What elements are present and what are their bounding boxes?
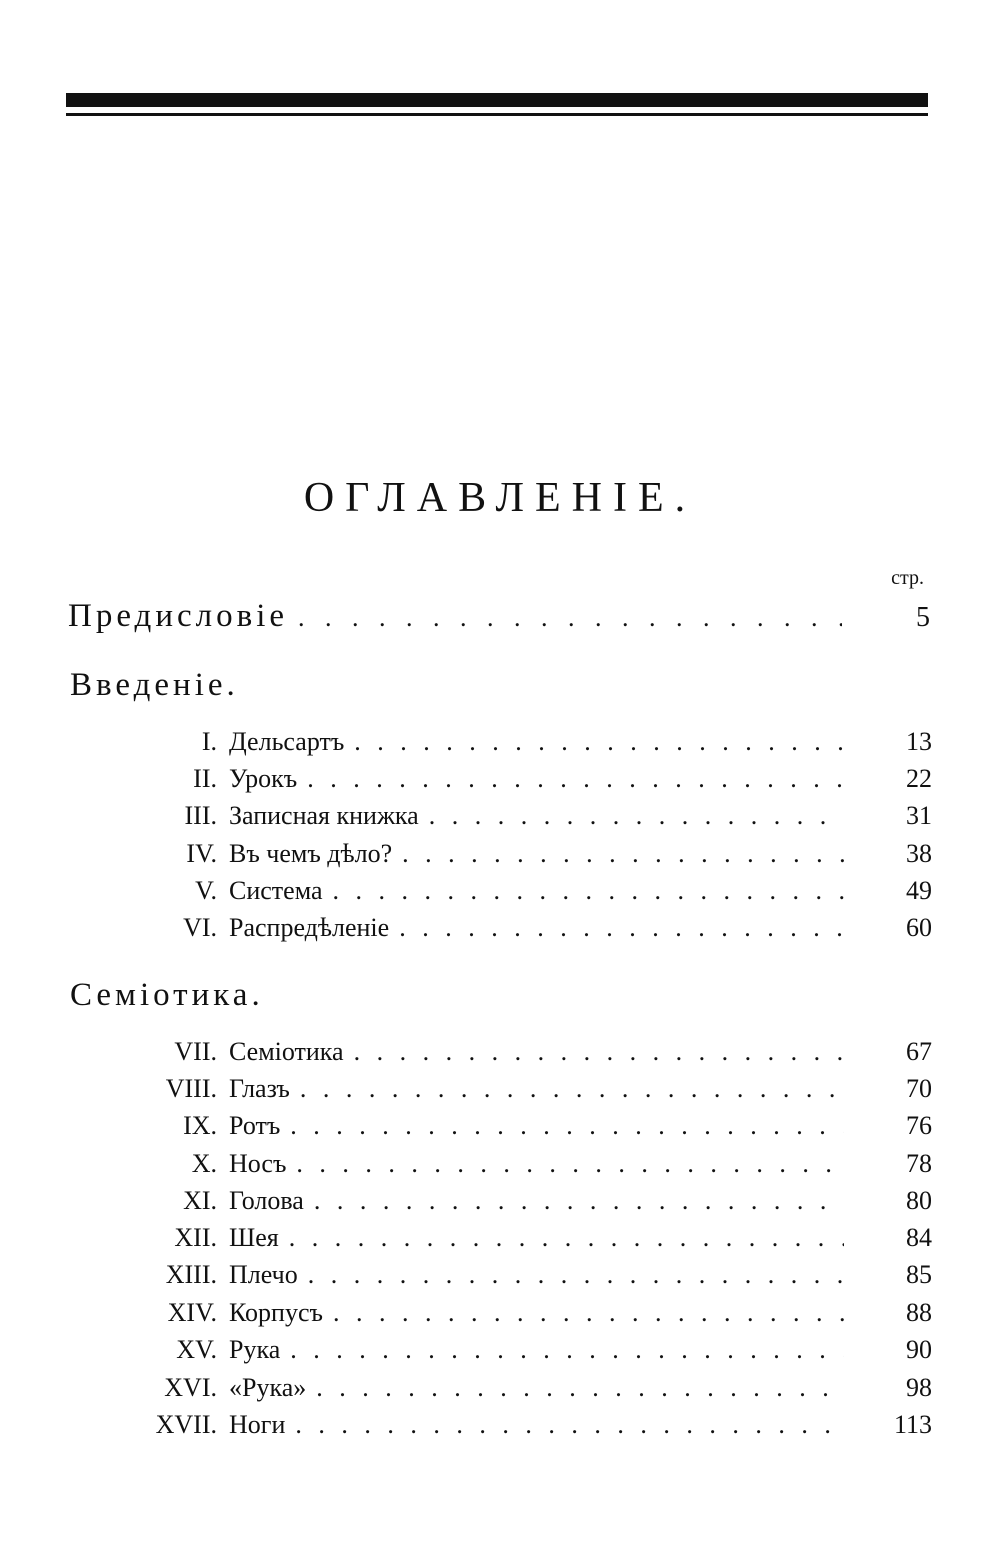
leader-dots <box>314 1183 844 1219</box>
toc-entry <box>0 1146 1000 1182</box>
toc-entry-number: XV. <box>176 1335 217 1364</box>
toc-entry-label: Ротъ <box>229 1111 281 1140</box>
toc-entry-page: 80 <box>906 1186 932 1215</box>
toc-entry-number: IX. <box>183 1111 217 1140</box>
leader-dots <box>402 836 844 872</box>
toc-entry-label: Предисловіе <box>68 598 289 634</box>
toc-entry-number: XIV. <box>167 1298 217 1327</box>
leader-dots <box>300 1071 844 1107</box>
page-column-label: стр. <box>891 567 924 589</box>
toc-entry-page: 5 <box>916 602 930 633</box>
toc-entry <box>0 1407 1000 1443</box>
toc-entry <box>0 1257 1000 1293</box>
toc-entry-label: Урокъ <box>229 764 298 793</box>
toc-entry-number: V. <box>195 876 217 905</box>
leader-dots <box>354 724 844 760</box>
toc-entry <box>0 873 1000 909</box>
toc-entry-label: «Рука» <box>229 1373 307 1402</box>
toc-entry-page: 22 <box>906 764 932 793</box>
toc-entry-page: 31 <box>906 801 932 830</box>
leader-dots <box>333 873 844 909</box>
toc-entry-label: Шея <box>229 1223 279 1252</box>
toc-entry-page: 67 <box>906 1037 932 1066</box>
toc-entry-number: XI. <box>183 1186 217 1215</box>
toc-entry <box>0 798 1000 834</box>
toc-entry-number: X. <box>191 1149 217 1178</box>
toc-entry <box>0 1220 1000 1256</box>
toc-entry-label: Носъ <box>229 1149 287 1178</box>
toc-entry-label: Система <box>229 876 323 905</box>
toc-entry-number: IV. <box>186 839 217 868</box>
toc-entry <box>0 1071 1000 1107</box>
toc-entry-page: 85 <box>906 1260 932 1289</box>
toc-entry-label: Семіотика <box>229 1037 344 1066</box>
leader-dots <box>295 1407 844 1443</box>
leader-dots <box>429 798 844 834</box>
toc-entry <box>0 1295 1000 1331</box>
toc-entry-number: VII. <box>174 1037 217 1066</box>
toc-entry-page: 60 <box>906 913 932 942</box>
leader-dots <box>290 1332 844 1368</box>
toc-entry-page: 88 <box>906 1298 932 1327</box>
page-title: ОГЛАВЛЕНІЕ. <box>303 475 697 521</box>
toc-entry-number: I. <box>201 727 217 756</box>
section-heading: Введеніе. <box>70 667 239 703</box>
top-thick-rule <box>66 93 928 107</box>
toc-entry-label: Ноги <box>229 1410 286 1439</box>
toc-entry-label: Корпусъ <box>229 1298 323 1327</box>
toc-entry-page: 13 <box>906 727 932 756</box>
leader-dots <box>290 1108 844 1144</box>
toc-entry-label: Дельсартъ <box>229 727 345 756</box>
toc-entry <box>0 761 1000 797</box>
toc-entry-preface <box>0 596 1000 638</box>
leader-dots <box>316 1370 844 1406</box>
toc-entry <box>0 1183 1000 1219</box>
leader-dots <box>289 1220 844 1256</box>
toc-entry-label: Глазъ <box>229 1074 290 1103</box>
toc-entry <box>0 1332 1000 1368</box>
toc-entry-label: Распредѣленіе <box>229 913 390 942</box>
toc-entry-number: VI. <box>183 913 217 942</box>
leader-dots <box>354 1034 844 1070</box>
toc-entry-number: III. <box>184 801 217 830</box>
toc-entry-page: 113 <box>893 1410 932 1439</box>
toc-entry-page: 90 <box>906 1335 932 1364</box>
toc-entry-label: Рука <box>229 1335 281 1364</box>
toc-entry-page: 49 <box>906 876 932 905</box>
leader-dots <box>298 598 842 638</box>
toc-entry-page: 76 <box>906 1111 932 1140</box>
toc-entry <box>0 724 1000 760</box>
leader-dots <box>308 1257 844 1293</box>
toc-entry <box>0 1108 1000 1144</box>
toc-entry-label: Голова <box>229 1186 304 1215</box>
leader-dots <box>307 761 844 797</box>
toc-entry-page: 38 <box>906 839 932 868</box>
toc-entry-page: 98 <box>906 1373 932 1402</box>
toc-entry-label: Записная книжка <box>229 801 419 830</box>
toc-entry-number: XIII. <box>165 1260 217 1289</box>
toc-entry-page: 84 <box>906 1223 932 1252</box>
leader-dots <box>296 1146 844 1182</box>
toc-entry-label: Въ чемъ дѣло? <box>229 839 393 868</box>
toc-entry <box>0 910 1000 946</box>
toc-entry-number: XVI. <box>164 1373 217 1402</box>
toc-entry-page: 70 <box>906 1074 932 1103</box>
toc-entry-label: Плечо <box>229 1260 298 1289</box>
toc-entry-number: II. <box>193 764 217 793</box>
leader-dots <box>399 910 844 946</box>
toc-entry-number: XII. <box>174 1223 217 1252</box>
toc-entry-number: VIII. <box>165 1074 217 1103</box>
toc-entry <box>0 836 1000 872</box>
leader-dots <box>333 1295 844 1331</box>
section-heading: Семіотика. <box>70 977 264 1013</box>
toc-entry <box>0 1034 1000 1070</box>
top-thin-rule <box>66 113 928 116</box>
toc-entry-page: 78 <box>906 1149 932 1178</box>
toc-entry <box>0 1370 1000 1406</box>
toc-entry-number: XVII. <box>155 1410 217 1439</box>
